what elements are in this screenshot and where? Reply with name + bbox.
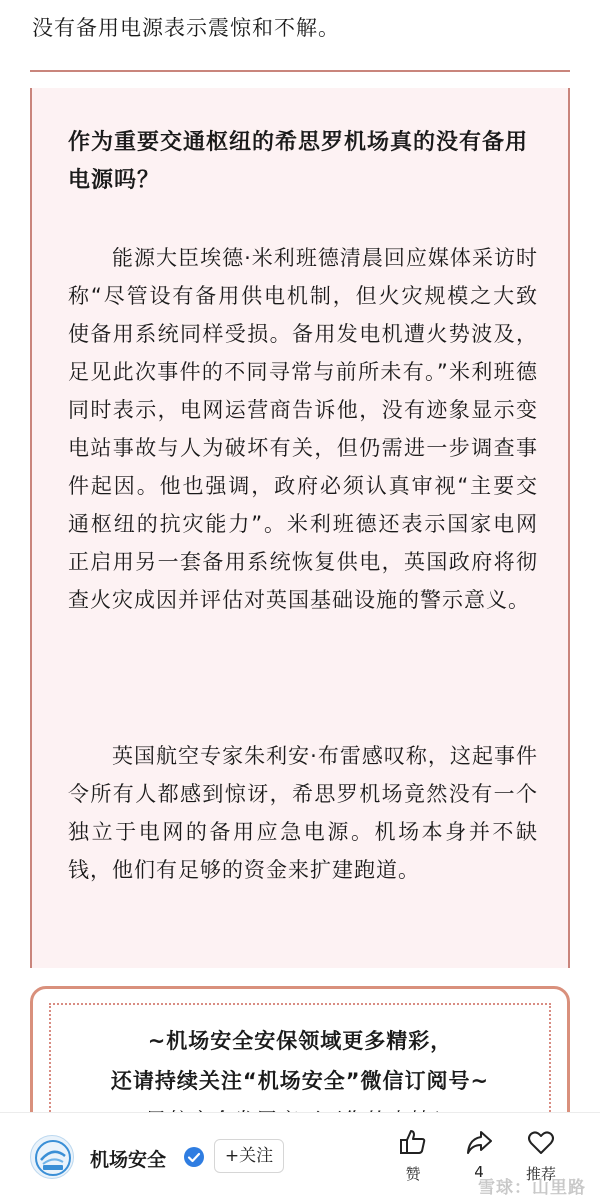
author-name[interactable]: 机场安全 bbox=[90, 1149, 167, 1171]
panel-paragraph-2: 英国航空专家朱利安·布雷感叹称，这起事件令所有人都感到惊讶，希思罗机场竟然没有一个独立于电网的备用应急电源。机场本身并不缺钱，他们有足够的资金来扩建跑道。 bbox=[68, 744, 538, 882]
article-panel bbox=[30, 88, 570, 968]
author-avatar[interactable] bbox=[30, 1135, 74, 1179]
recommend-label: 推荐 bbox=[525, 1165, 556, 1183]
verified-badge-icon bbox=[183, 1146, 205, 1168]
thumbs-up-icon bbox=[398, 1127, 428, 1157]
share-arrow-icon bbox=[464, 1127, 494, 1157]
like-button[interactable] bbox=[388, 1127, 438, 1184]
intro-text-tail: 没有备用电源表示震惊和不解。 bbox=[32, 16, 340, 40]
follow-button[interactable]: +关注 bbox=[214, 1139, 284, 1173]
watermark-text: 雪球：山里路 bbox=[478, 1178, 586, 1198]
section-divider bbox=[30, 70, 570, 72]
heart-icon bbox=[526, 1127, 556, 1157]
airport-logo-icon bbox=[31, 1136, 74, 1179]
bottom-action-bar bbox=[0, 1112, 600, 1203]
like-label: 赞 bbox=[405, 1165, 421, 1183]
panel-heading: 作为重要交通枢纽的希思罗机场真的没有备用电源吗？ bbox=[68, 130, 529, 193]
promo-line-1: ~机场安全安保领域更多精彩， bbox=[147, 1029, 453, 1053]
promo-line-2: 还请持续关注“机场安全”微信订阅号~ bbox=[110, 1069, 490, 1093]
panel-paragraph-1: 能源大臣埃德·米利班德清晨回应媒体采访时称“尽管设有备用供电机制，但火灾规模之大致使备用系统同样受损。备用发电机遭火势波及，足见此次事件的不同寻常与前所未有。”米利班德同时表示，电网运营商告诉他，没有迹象显示变电站事故与人为破坏有关，但仍需进一步调查事件起因。他也强调，政府必须认真审视“主要交通枢纽的抗灾能力”。米利班德还表示国家电网正启用另一套备用系统恢复供电，英国政府将彻查火灾成因并评估对英国基础设施的警示意义。 bbox=[68, 246, 538, 612]
share-count: 4 bbox=[474, 1163, 484, 1181]
